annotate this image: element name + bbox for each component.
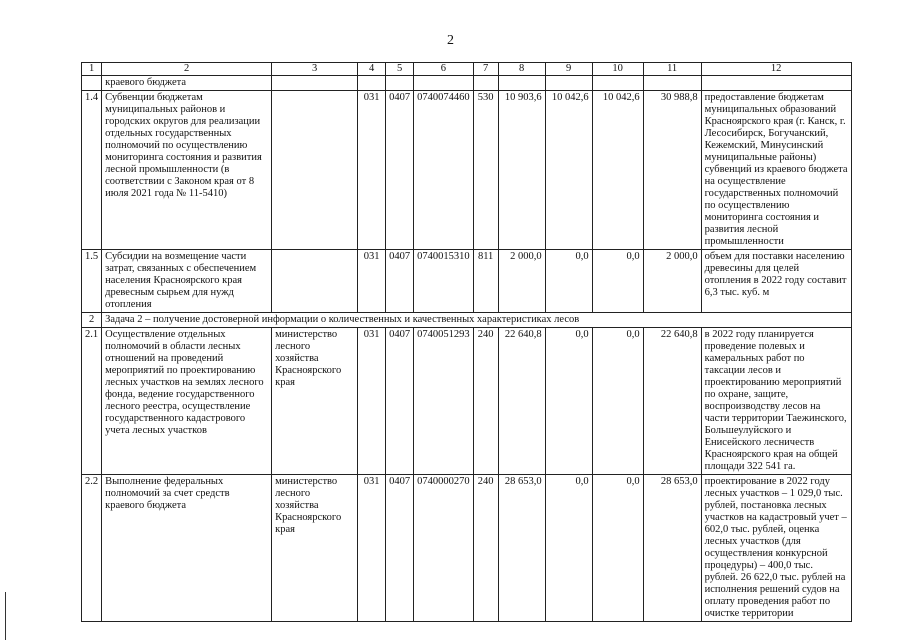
cell-csr: 0740051293	[414, 328, 474, 475]
row-name: Субсидии на возмещение части затрат, связанных с обеспечением населения Красноярского края древесным сырьем для нужд отопления	[102, 250, 272, 313]
row-executor: министерство лесного хозяйства Красноярского края	[272, 328, 358, 475]
header-cell: 3	[272, 63, 358, 76]
cell-grbs: 031	[358, 91, 386, 250]
cell-value: 10 042,6	[545, 91, 592, 250]
cell-rzpr: 0407	[386, 475, 414, 622]
header-cell: 1	[82, 63, 102, 76]
cell-total: 28 653,0	[643, 475, 701, 622]
cell-vr: 811	[473, 250, 498, 313]
cell-total: 22 640,8	[643, 328, 701, 475]
cell-value: 10 042,6	[592, 91, 643, 250]
cell-value: 0,0	[545, 250, 592, 313]
cell-csr: 0740000270	[414, 475, 474, 622]
header-row	[82, 63, 852, 76]
table-row	[82, 250, 852, 313]
cell-total: 2 000,0	[643, 250, 701, 313]
cell-csr: 0740074460	[414, 91, 474, 250]
cell-value: 22 640,8	[498, 328, 545, 475]
cell-value: 0,0	[545, 475, 592, 622]
header-cell: 4	[358, 63, 386, 76]
cell-rzpr: 0407	[386, 91, 414, 250]
cell-grbs: 031	[358, 475, 386, 622]
header-cell: 6	[414, 63, 474, 76]
cell-grbs: 031	[358, 328, 386, 475]
header-cell: 9	[545, 63, 592, 76]
header-cell: 5	[386, 63, 414, 76]
header-cell: 10	[592, 63, 643, 76]
header-cell: 12	[701, 63, 851, 76]
table-row	[82, 328, 852, 475]
cell-value: 0,0	[592, 328, 643, 475]
table-row	[82, 475, 852, 622]
row-number: 2	[82, 313, 102, 328]
row-result: предоставление бюджетам муниципальных образований Красноярского края (г. Канск, г. Лесосибирск, Богучанский, Кежемский, Минусинский муниципальные районы) субвенций из краевого бюджета на осуществление государственных полномочий по осуществлению мониторинга состояния и развития лесной промышленности	[701, 91, 851, 250]
cell-value: 28 653,0	[498, 475, 545, 622]
scan-artifact-line	[5, 592, 6, 640]
program-table	[81, 62, 852, 622]
cell-value: 0,0	[592, 250, 643, 313]
row-number: 2.2	[82, 475, 102, 622]
cell-value: 0,0	[545, 328, 592, 475]
row-number: 1.4	[82, 91, 102, 250]
row-result: в 2022 году планируется проведение полевых и камеральных работ по таксации лесов и проектированию мероприятий по охране, защите, воспроизводству лесов на части территории Таежинского, Большеулуйского и Енисейского лесничеств Красноярского края на общей площади 322 541 га.	[701, 328, 851, 475]
cell-total: 30 988,8	[643, 91, 701, 250]
cell-rzpr: 0407	[386, 250, 414, 313]
cell-vr: 530	[473, 91, 498, 250]
row-executor: министерство лесного хозяйства Красноярского края	[272, 475, 358, 622]
row-name: Субвенции бюджетам муниципальных районов и городских округов для реализации отдельных государственных полномочий по осуществлению мониторинга состояния и развития лесной промышленности (в соответствии с Законом края от 8 июля 2021 года № 11-5410)	[102, 91, 272, 250]
section-title: Задача 2 – получение достоверной информации о количественных и качественных характеристиках лесов	[102, 313, 852, 328]
row-number: 1.5	[82, 250, 102, 313]
cell-vr: 240	[473, 328, 498, 475]
header-cell: 11	[643, 63, 701, 76]
header-cell: 2	[102, 63, 272, 76]
cell-grbs: 031	[358, 250, 386, 313]
row-result: объем для поставки населению древесины для целей отопления в 2022 году составит 6,3 тыс. куб. м	[701, 250, 851, 313]
cell-value: 10 903,6	[498, 91, 545, 250]
continuation-row	[82, 76, 852, 91]
cell-value: 0,0	[592, 475, 643, 622]
cell-value: 2 000,0	[498, 250, 545, 313]
section-row	[82, 313, 852, 328]
header-cell: 8	[498, 63, 545, 76]
row-name: Осуществление отдельных полномочий в области лесных отношений на проведений мероприятий по проектированию лесных участков на землях лесного фонда, ведение государственного лесного реестра, осуществление государственного кадастрового учета лесных участков	[102, 328, 272, 475]
cell-vr: 240	[473, 475, 498, 622]
header-cell: 7	[473, 63, 498, 76]
page-number: 2	[447, 33, 454, 48]
row-number: 2.1	[82, 328, 102, 475]
row-name: Выполнение федеральных полномочий за счет средств краевого бюджета	[102, 475, 272, 622]
continuation-text: краевого бюджета	[102, 76, 272, 91]
row-result: проектирование в 2022 году лесных участков – 1 029,0 тыс. рублей, постановка лесных участков на кадастровый учет – 602,0 тыс. рублей, оценка лесных участков (для осуществления конкурсной процедуры) – 400,0 тыс. рублей. 26 622,0 тыс. рублей на исполнения решений судов на оплату проведения работ по очистке территории	[701, 475, 851, 622]
table-row	[82, 91, 852, 250]
cell-csr: 0740015310	[414, 250, 474, 313]
cell-rzpr: 0407	[386, 328, 414, 475]
